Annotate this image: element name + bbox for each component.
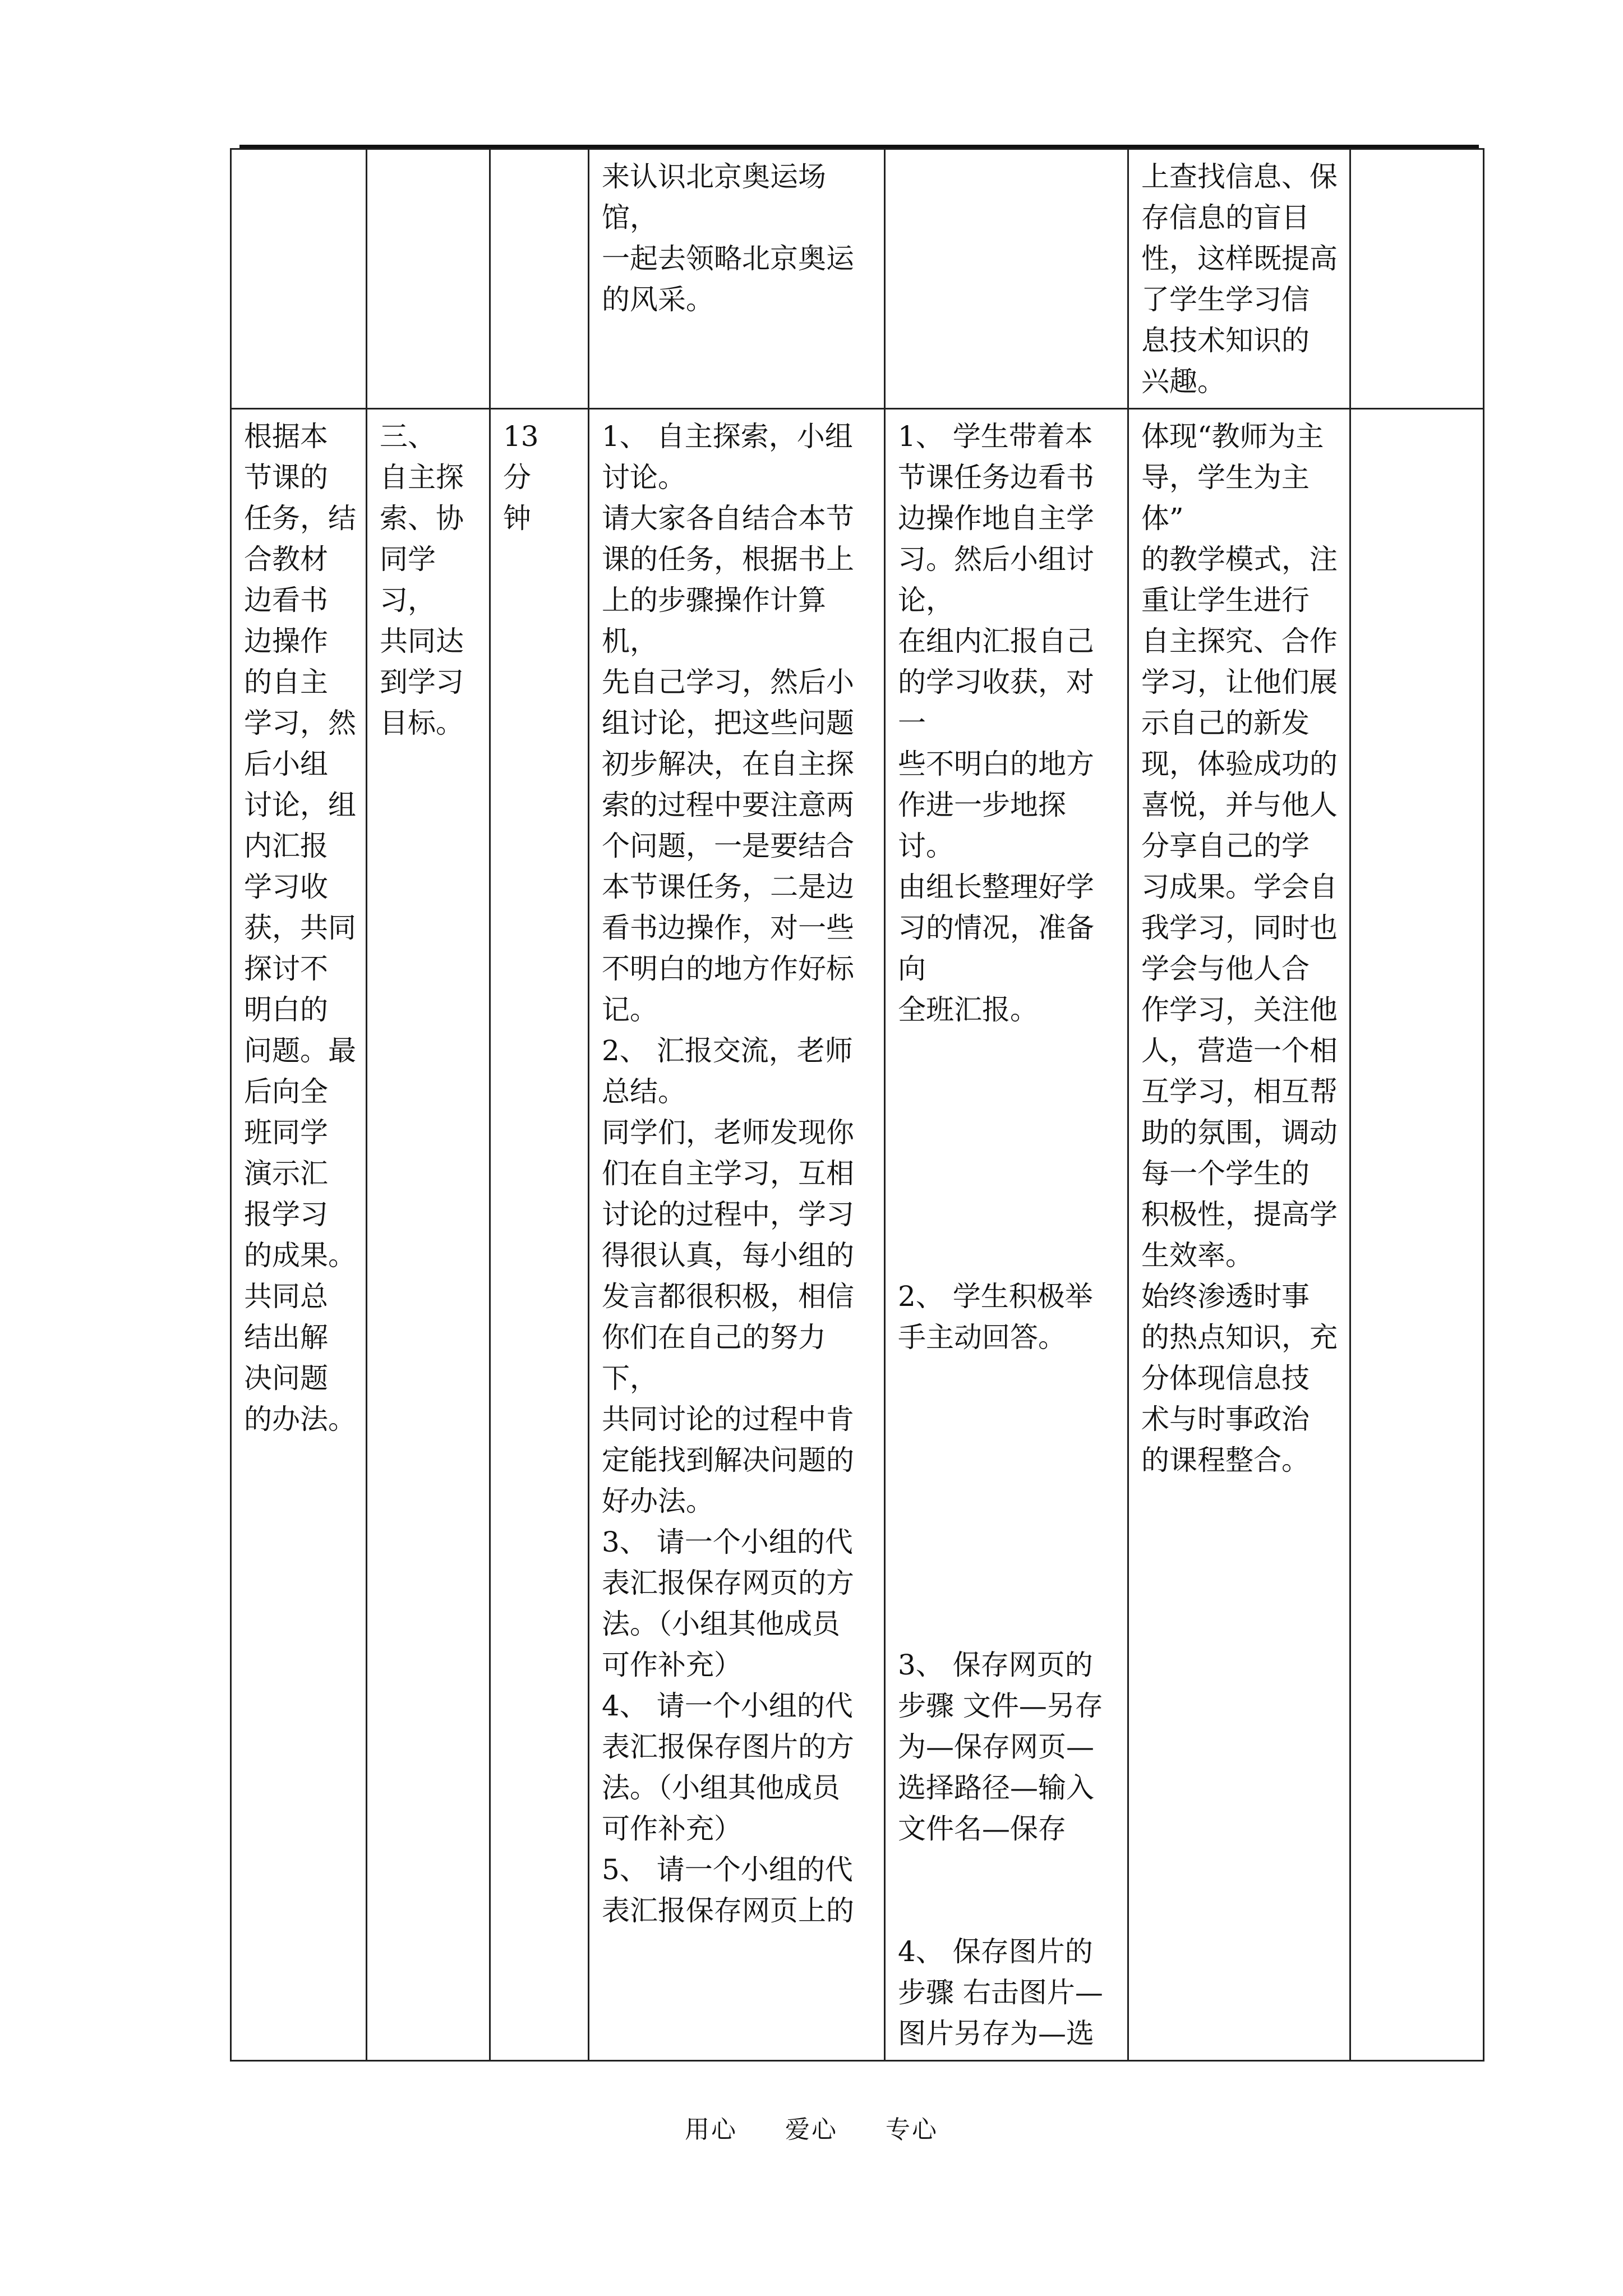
page-footer	[0, 2109, 1623, 2145]
table-row	[231, 409, 1484, 2061]
table-row	[231, 149, 1484, 409]
cell-objective: 根据本 节课的 任务，结 合教材 边看书 边操作 的自主 学习，然 后小组 讨论，组 内汇报 学习收 获，共同 探讨不 明白的 问题。最 后向全 班同学 演示汇 报学习 的成果。 共同总 结出解 决问题 的办法。	[231, 409, 367, 2061]
cell-design-intent: 上查找信息、保 存信息的盲目 性，这样既提高 了学生学习信 息技术知识的 兴趣。	[1128, 149, 1350, 409]
cell-notes	[1350, 149, 1484, 409]
cell-student-activity: 1、 学生带着本 节课任务边看书 边操作地自主学 习。然后小组讨论， 在组内汇报自己 的学习收获，对一 些不明白的地方 作进一步地探讨。 由组长整理好学 习的情况，准备向 全班汇报。 2、 学生积极举 手主动回答。 3、 保存网页的 步骤 文件—另存 为—保存网页— 选择路径—输入 文件名—保存 4、 保存图片的 步骤 右击图片— 图片另存为—选	[885, 409, 1128, 2061]
cell-teacher-activity: 1、 自主探索，小组 讨论。 请大家各自结合本节 课的任务，根据书上 上的步骤操作计算机， 先自己学习，然后小 组讨论，把这些问题 初步解决，在自主探 索的过程中要注意两 个问题，一是要结合 本节课任务，二是边 看书边操作，对一些 不明白的地方作好标 记。 2、 汇报交流，老师 总结。 同学们，老师发现你 们在自主学习，互相 讨论的过程中，学习 得很认真，每小组的 发言都很积极，相信 你们在自己的努力下， 共同讨论的过程中肯 定能找到解决问题的 好办法。 3、 请一个小组的代 表汇报保存网页的方 法。（小组其他成员 可作补充） 4、 请一个小组的代 表汇报保存图片的方 法。（小组其他成员 可作补充） 5、 请一个小组的代 表汇报保存网页上的	[589, 409, 885, 2061]
cell-notes	[1350, 409, 1484, 2061]
cell-time	[490, 149, 589, 409]
cell-objective	[231, 149, 367, 409]
cell-design-intent: 体现“教师为主 导，学生为主体” 的教学模式，注 重让学生进行 自主探究、合作 学习，让他们展 示自己的新发 现，体验成功的 喜悦，并与他人 分享自己的学 习成果。学会自 我学习，同时也 学会与他人合 作学习，关注他 人，营造一个相 互学习，相互帮 助的氛围，调动 每一个学生的 积极性，提高学 生效率。 始终渗透时事 的热点知识，充 分体现信息技 术与时事政治 的课程整合。	[1128, 409, 1350, 2061]
footer-word: 爱心	[785, 2115, 838, 2144]
cell-stage	[367, 149, 490, 409]
cell-time: 13 分 钟	[490, 409, 589, 2061]
footer-word: 用心	[685, 2115, 737, 2144]
cell-stage: 三、 自主探 索、协 同学习， 共同达 到学习 目标。	[367, 409, 490, 2061]
cell-student-activity	[885, 149, 1128, 409]
footer-word: 专心	[886, 2115, 938, 2144]
cell-teacher-activity: 来认识北京奥运场馆， 一起去领略北京奥运 的风采。	[589, 149, 885, 409]
lesson-plan-table	[230, 148, 1484, 2062]
